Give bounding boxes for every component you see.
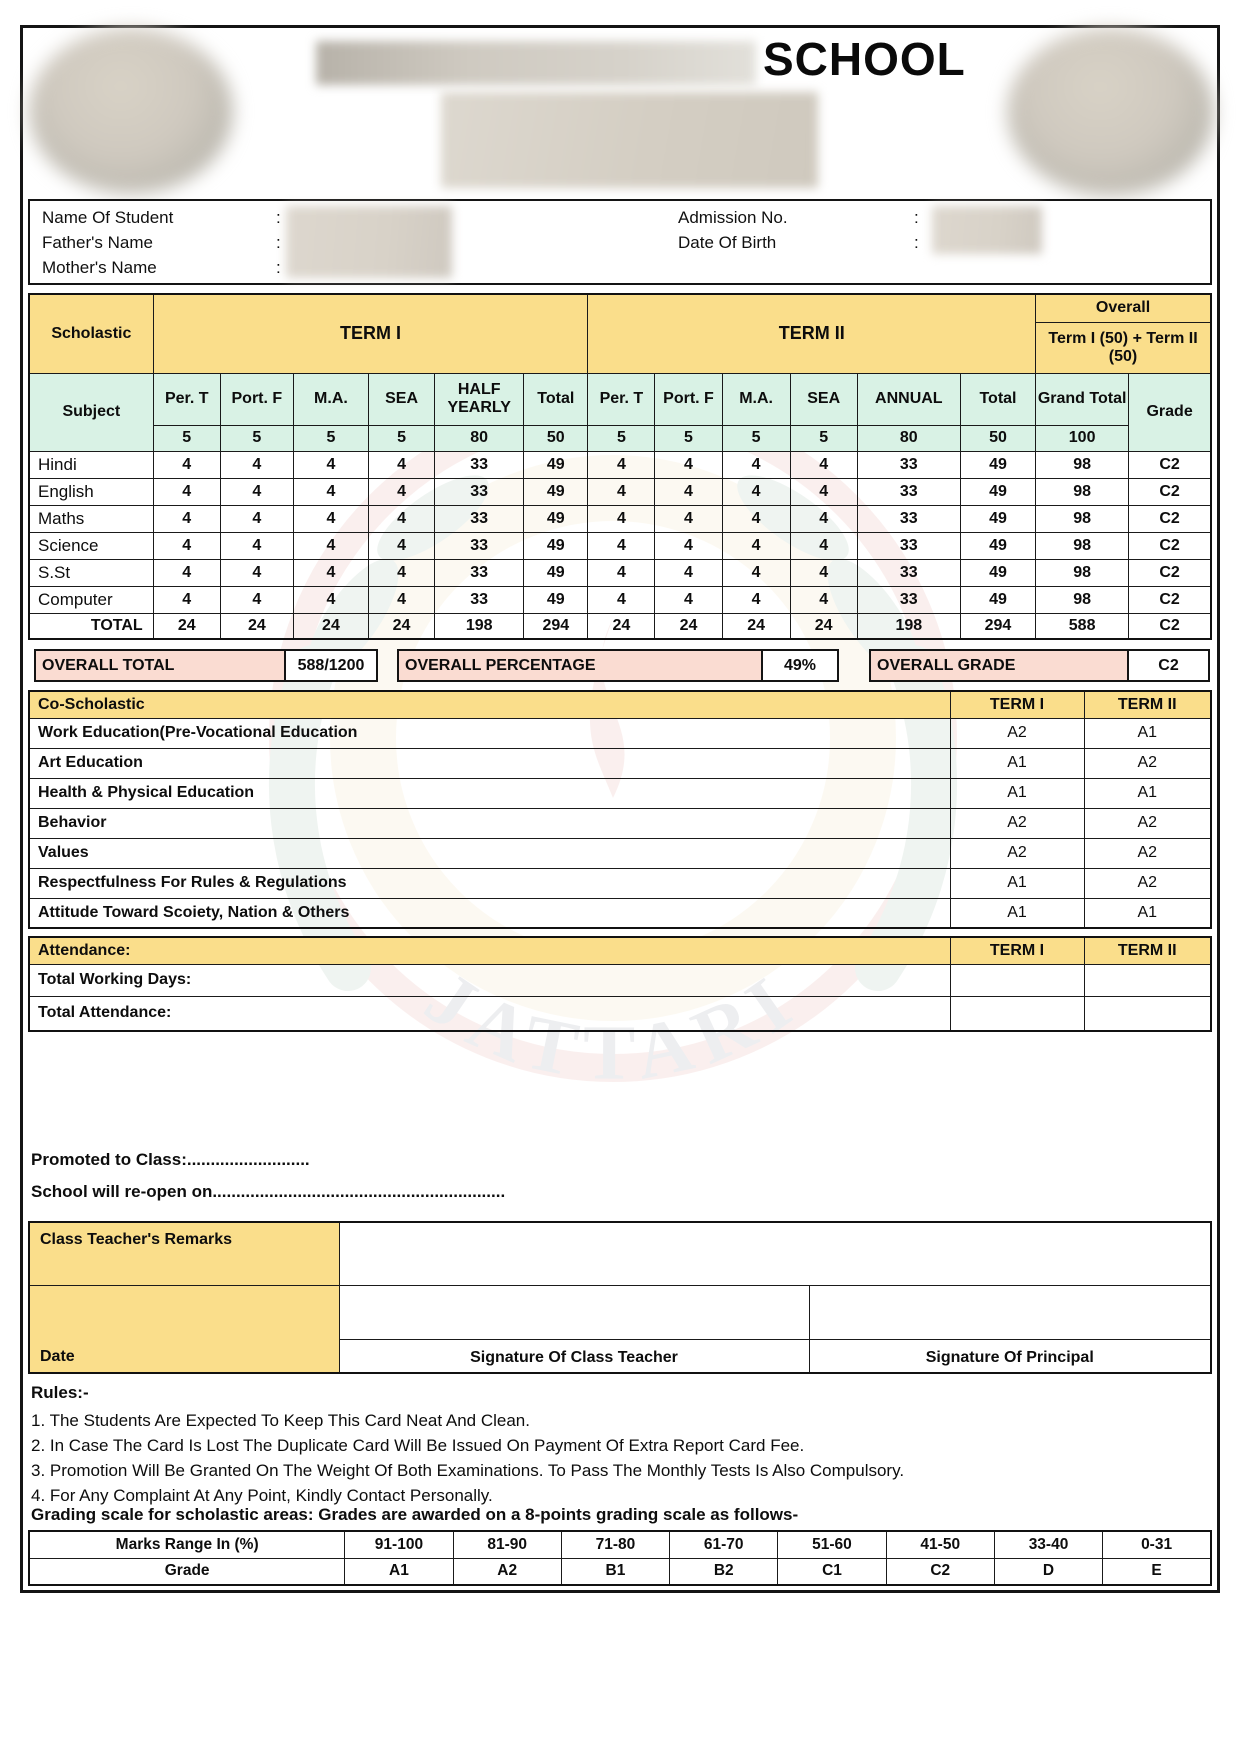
mark-cell: 33 (435, 505, 524, 532)
total-cell: 198 (435, 613, 524, 639)
mark-cell: 4 (790, 505, 857, 532)
total-cell: 198 (857, 613, 960, 639)
mark-cell: 4 (722, 532, 790, 559)
grade-cell: A2 (1084, 808, 1211, 838)
grade-cell: C2 (1129, 586, 1211, 613)
grade-cell: A2 (1084, 868, 1211, 898)
overall-percentage-value: 49% (761, 651, 837, 680)
mark-cell: 33 (435, 478, 524, 505)
grade-cell: A1 (1084, 778, 1211, 808)
max-marks: 5 (369, 425, 435, 451)
subject-header: Subject (29, 373, 153, 451)
table-row (29, 532, 1211, 559)
grade-cell: A1 (1084, 898, 1211, 928)
class-teacher-remarks-label: Class Teacher's Remarks (29, 1222, 339, 1285)
col-header: SEA (790, 373, 857, 425)
grade-cell: A1 (950, 868, 1084, 898)
co-scholastic-area: Health & Physical Education (29, 778, 950, 808)
grade-cell: C2 (1129, 505, 1211, 532)
grade-cell: B1 (561, 1558, 669, 1585)
co-scholastic-area: Art Education (29, 748, 950, 778)
mark-cell: 49 (524, 532, 588, 559)
signature-of-class-teacher-label: Signature Of Class Teacher (339, 1339, 809, 1373)
marks-range-label: Marks Range In (%) (29, 1531, 345, 1558)
mark-cell: 98 (1036, 451, 1129, 478)
col-header: HALF YEARLY (435, 373, 524, 425)
range-cell: 71-80 (561, 1531, 669, 1558)
mark-cell: 4 (655, 532, 722, 559)
mark-cell: 4 (588, 451, 655, 478)
grade-cell: C2 (1129, 559, 1211, 586)
mark-cell: 4 (153, 478, 220, 505)
rule-item: 4. For Any Complaint At Any Point, Kindly Contact Personally. (31, 1486, 493, 1505)
mark-cell: 49 (524, 505, 588, 532)
mark-cell: 4 (369, 586, 435, 613)
grade-cell: A1 (950, 748, 1084, 778)
attendance-term2-header: TERM II (1084, 937, 1211, 964)
marks-range-row (29, 1531, 1211, 1558)
subject-name: S.St (29, 559, 153, 586)
mark-cell: 4 (220, 559, 293, 586)
mark-cell: 33 (435, 559, 524, 586)
subject-name: Maths (29, 505, 153, 532)
colon: : (914, 208, 919, 227)
col-header: Per. T (588, 373, 655, 425)
grade-cell: B2 (670, 1558, 778, 1585)
grade-cell: A2 (950, 808, 1084, 838)
total-cell: 24 (220, 613, 293, 639)
overall-percentage-label: OVERALL PERCENTAGE (399, 651, 761, 680)
co-scholastic-term1-header: TERM I (950, 691, 1084, 718)
total-cell: 24 (293, 613, 368, 639)
attendance-term1-header: TERM I (950, 937, 1084, 964)
school-reopen-line: School will re-open on.............................................................. (31, 1182, 506, 1201)
max-marks: 5 (293, 425, 368, 451)
mark-cell: 33 (435, 532, 524, 559)
colon: : (276, 208, 281, 227)
mark-cell: 98 (1036, 559, 1129, 586)
overall-grade-box (869, 649, 1210, 682)
colon: : (276, 233, 281, 252)
mark-cell: 4 (655, 586, 722, 613)
mark-cell: 98 (1036, 586, 1129, 613)
overall-header: Overall (1036, 294, 1211, 322)
grade-cell: C2 (1129, 532, 1211, 559)
max-marks: 5 (220, 425, 293, 451)
mark-cell: 33 (435, 586, 524, 613)
mark-cell: 33 (857, 586, 960, 613)
col-header: SEA (369, 373, 435, 425)
dob-label: Date Of Birth (678, 233, 777, 252)
rules-title: Rules:- (31, 1383, 89, 1402)
principal-signature-field (809, 1285, 1211, 1339)
grade-row-label: Grade (29, 1558, 345, 1585)
remarks-field (339, 1222, 1211, 1285)
promoted-to-class-line: Promoted to Class:.......................... (31, 1150, 310, 1169)
co-scholastic-title: Co-Scholastic (29, 691, 950, 718)
mark-cell: 4 (153, 586, 220, 613)
mark-cell: 4 (655, 478, 722, 505)
grade-cell: A1 (950, 898, 1084, 928)
grade-cell: A1 (345, 1558, 453, 1585)
working-days-label: Total Working Days: (29, 964, 950, 996)
mark-cell: 4 (293, 478, 368, 505)
grade-cell: C2 (1129, 478, 1211, 505)
mark-cell: 49 (524, 586, 588, 613)
co-scholastic-area: Behavior (29, 808, 950, 838)
subject-name: Science (29, 532, 153, 559)
mark-cell: 33 (435, 451, 524, 478)
subject-name: Hindi (29, 451, 153, 478)
total-row (29, 613, 1211, 639)
rule-item: 2. In Case The Card Is Lost The Duplicate Card Will Be Issued On Payment Of Extra Report Card Fee. (31, 1436, 805, 1455)
table-row (29, 451, 1211, 478)
col-header: M.A. (293, 373, 368, 425)
range-cell: 33-40 (994, 1531, 1102, 1558)
rule-item: 3. Promotion Will Be Granted On The Weight Of Both Examinations. To Pass The Monthly Tests Is Also Compulsory. (31, 1461, 905, 1480)
attendance-term1-value (950, 996, 1084, 1031)
table-row (29, 559, 1211, 586)
mark-cell: 4 (293, 532, 368, 559)
overall-total-box (34, 649, 378, 682)
co-scholastic-area: Values (29, 838, 950, 868)
table-row (29, 898, 1211, 928)
attendance-term2-value (1084, 996, 1211, 1031)
total-cell: 24 (369, 613, 435, 639)
col-header: Port. F (655, 373, 722, 425)
table-row (29, 478, 1211, 505)
col-header: Total (960, 373, 1035, 425)
max-marks: 5 (655, 425, 722, 451)
grade-cell: A2 (950, 838, 1084, 868)
grading-scale-note: Grading scale for scholastic areas: Grades are awarded on a 8-points grading scale as follows- (31, 1505, 799, 1524)
co-scholastic-table (28, 690, 1212, 929)
table-row (29, 505, 1211, 532)
grade-row (29, 1558, 1211, 1585)
mark-cell: 4 (790, 586, 857, 613)
father-name-label: Father's Name (42, 233, 153, 252)
mark-cell: 4 (293, 586, 368, 613)
range-cell: 61-70 (670, 1531, 778, 1558)
col-header: Per. T (153, 373, 220, 425)
max-marks: 5 (722, 425, 790, 451)
school-name-redacted (316, 41, 756, 85)
mark-cell: 33 (857, 559, 960, 586)
report-card-page (20, 25, 1220, 1593)
range-cell: 91-100 (345, 1531, 453, 1558)
mark-cell: 4 (588, 586, 655, 613)
mark-cell: 4 (293, 505, 368, 532)
overall-grade-label: OVERALL GRADE (871, 651, 1127, 680)
colon: : (276, 258, 281, 277)
col-header: Port. F (220, 373, 293, 425)
attendance-title: Attendance: (29, 937, 950, 964)
mark-cell: 98 (1036, 505, 1129, 532)
mark-cell: 4 (790, 559, 857, 586)
table-row (29, 586, 1211, 613)
table-row (29, 964, 1211, 996)
grade-cell: C2 (886, 1558, 994, 1585)
working-days-term2-value (1084, 964, 1211, 996)
mother-name-label: Mother's Name (42, 258, 157, 277)
co-scholastic-area: Attitude Toward Scoiety, Nation & Others (29, 898, 950, 928)
table-row (29, 838, 1211, 868)
scholastic-title: Scholastic (29, 294, 153, 373)
mark-cell: 4 (588, 505, 655, 532)
total-cell: 24 (153, 613, 220, 639)
mark-cell: 49 (524, 478, 588, 505)
remarks-table (28, 1221, 1212, 1374)
grade-cell: A1 (950, 778, 1084, 808)
max-marks: 100 (1036, 425, 1129, 451)
overall-grade-value: C2 (1127, 651, 1208, 680)
mark-cell: 4 (153, 505, 220, 532)
grade-cell: A2 (1084, 838, 1211, 868)
table-row (29, 808, 1211, 838)
total-cell: 24 (790, 613, 857, 639)
table-row (29, 868, 1211, 898)
mark-cell: 49 (960, 559, 1035, 586)
total-cell: 588 (1036, 613, 1129, 639)
grade-cell: E (1103, 1558, 1211, 1585)
mark-cell: 4 (369, 532, 435, 559)
mark-cell: 33 (857, 451, 960, 478)
max-marks: 50 (960, 425, 1035, 451)
mark-cell: 4 (220, 586, 293, 613)
mark-cell: 4 (722, 478, 790, 505)
col-header: M.A. (722, 373, 790, 425)
mark-cell: 4 (655, 451, 722, 478)
overall-subheader: Term I (50) + Term II (50) (1036, 322, 1211, 373)
student-names-redacted (286, 206, 452, 278)
total-cell: 24 (722, 613, 790, 639)
mark-cell: 4 (588, 532, 655, 559)
total-attendance-label: Total Attendance: (29, 996, 950, 1031)
table-row (29, 778, 1211, 808)
range-cell: 51-60 (778, 1531, 886, 1558)
mark-cell: 49 (960, 586, 1035, 613)
subject-name: Computer (29, 586, 153, 613)
mark-cell: 4 (790, 478, 857, 505)
overall-total-label: OVERALL TOTAL (36, 651, 284, 680)
school-logo-left-redacted (29, 28, 233, 194)
student-name-label: Name Of Student (42, 208, 174, 227)
mark-cell: 4 (369, 478, 435, 505)
admission-no-label: Admission No. (678, 208, 788, 227)
mark-cell: 4 (722, 559, 790, 586)
subject-name: English (29, 478, 153, 505)
range-cell: 41-50 (886, 1531, 994, 1558)
mark-cell: 4 (588, 559, 655, 586)
mark-cell: 4 (722, 586, 790, 613)
table-row (29, 718, 1211, 748)
grade-cell: D (994, 1558, 1102, 1585)
total-label: TOTAL (29, 613, 153, 639)
mark-cell: 4 (153, 451, 220, 478)
mark-cell: 98 (1036, 532, 1129, 559)
mark-cell: 4 (369, 559, 435, 586)
mark-cell: 4 (790, 532, 857, 559)
grade-cell: A1 (1084, 718, 1211, 748)
mark-cell: 4 (369, 451, 435, 478)
mark-cell: 49 (960, 451, 1035, 478)
mark-cell: 4 (220, 478, 293, 505)
mark-cell: 33 (857, 505, 960, 532)
grading-scale-table (28, 1530, 1212, 1586)
teacher-signature-field (339, 1285, 809, 1339)
max-marks: 5 (153, 425, 220, 451)
overall-percentage-box (397, 649, 839, 682)
mark-cell: 4 (369, 505, 435, 532)
attendance-table (28, 936, 1212, 1032)
total-cell: 294 (960, 613, 1035, 639)
mark-cell: 4 (293, 451, 368, 478)
mark-cell: 49 (960, 478, 1035, 505)
mark-cell: 4 (722, 451, 790, 478)
total-cell: 24 (588, 613, 655, 639)
grade-cell: A2 (1084, 748, 1211, 778)
grade-cell: A2 (950, 718, 1084, 748)
mark-cell: 4 (722, 505, 790, 532)
mark-cell: 4 (220, 505, 293, 532)
mark-cell: 49 (524, 559, 588, 586)
overall-total-value: 588/1200 (284, 651, 376, 680)
mark-cell: 4 (655, 559, 722, 586)
mark-cell: 4 (790, 451, 857, 478)
mark-cell: 4 (220, 451, 293, 478)
mark-cell: 4 (153, 532, 220, 559)
colon: : (914, 233, 919, 252)
max-marks: 50 (524, 425, 588, 451)
co-scholastic-term2-header: TERM II (1084, 691, 1211, 718)
col-header: ANNUAL (857, 373, 960, 425)
mark-cell: 49 (960, 532, 1035, 559)
term1-header: TERM I (153, 294, 588, 373)
mark-cell: 49 (524, 451, 588, 478)
date-label: Date (29, 1285, 339, 1373)
col-header-grade: Grade (1129, 373, 1211, 451)
working-days-term1-value (950, 964, 1084, 996)
admission-dob-redacted (932, 206, 1042, 254)
range-cell: 81-90 (453, 1531, 561, 1558)
mark-cell: 33 (857, 478, 960, 505)
max-marks: 80 (857, 425, 960, 451)
mark-cell: 4 (588, 478, 655, 505)
total-grade-cell: C2 (1129, 613, 1211, 639)
school-title-suffix: SCHOOL (763, 33, 966, 85)
co-scholastic-area: Work Education(Pre-Vocational Education (29, 718, 950, 748)
school-logo-right-redacted (1007, 28, 1214, 196)
range-cell: 0-31 (1103, 1531, 1211, 1558)
col-header: Grand Total (1036, 373, 1129, 425)
grade-cell: C1 (778, 1558, 886, 1585)
grade-cell: A2 (453, 1558, 561, 1585)
total-cell: 24 (655, 613, 722, 639)
col-header: Total (524, 373, 588, 425)
mark-cell: 4 (655, 505, 722, 532)
max-marks: 80 (435, 425, 524, 451)
table-row (29, 996, 1211, 1031)
mark-cell: 4 (293, 559, 368, 586)
grade-cell: C2 (1129, 451, 1211, 478)
mark-cell: 33 (857, 532, 960, 559)
table-row (29, 748, 1211, 778)
rule-item: 1. The Students Are Expected To Keep This Card Neat And Clean. (31, 1411, 530, 1430)
mark-cell: 4 (153, 559, 220, 586)
max-marks: 5 (588, 425, 655, 451)
term2-header: TERM II (588, 294, 1036, 373)
total-cell: 294 (524, 613, 588, 639)
mark-cell: 98 (1036, 478, 1129, 505)
mark-cell: 49 (960, 505, 1035, 532)
watermark-text: JATTARI (410, 953, 816, 1096)
student-info-box (28, 199, 1212, 285)
school-address-redacted (441, 92, 818, 188)
mark-cell: 4 (220, 532, 293, 559)
signature-of-principal-label: Signature Of Principal (809, 1339, 1211, 1373)
co-scholastic-area: Respectfulness For Rules & Regulations (29, 868, 950, 898)
max-marks: 5 (790, 425, 857, 451)
scholastic-table (28, 293, 1212, 640)
